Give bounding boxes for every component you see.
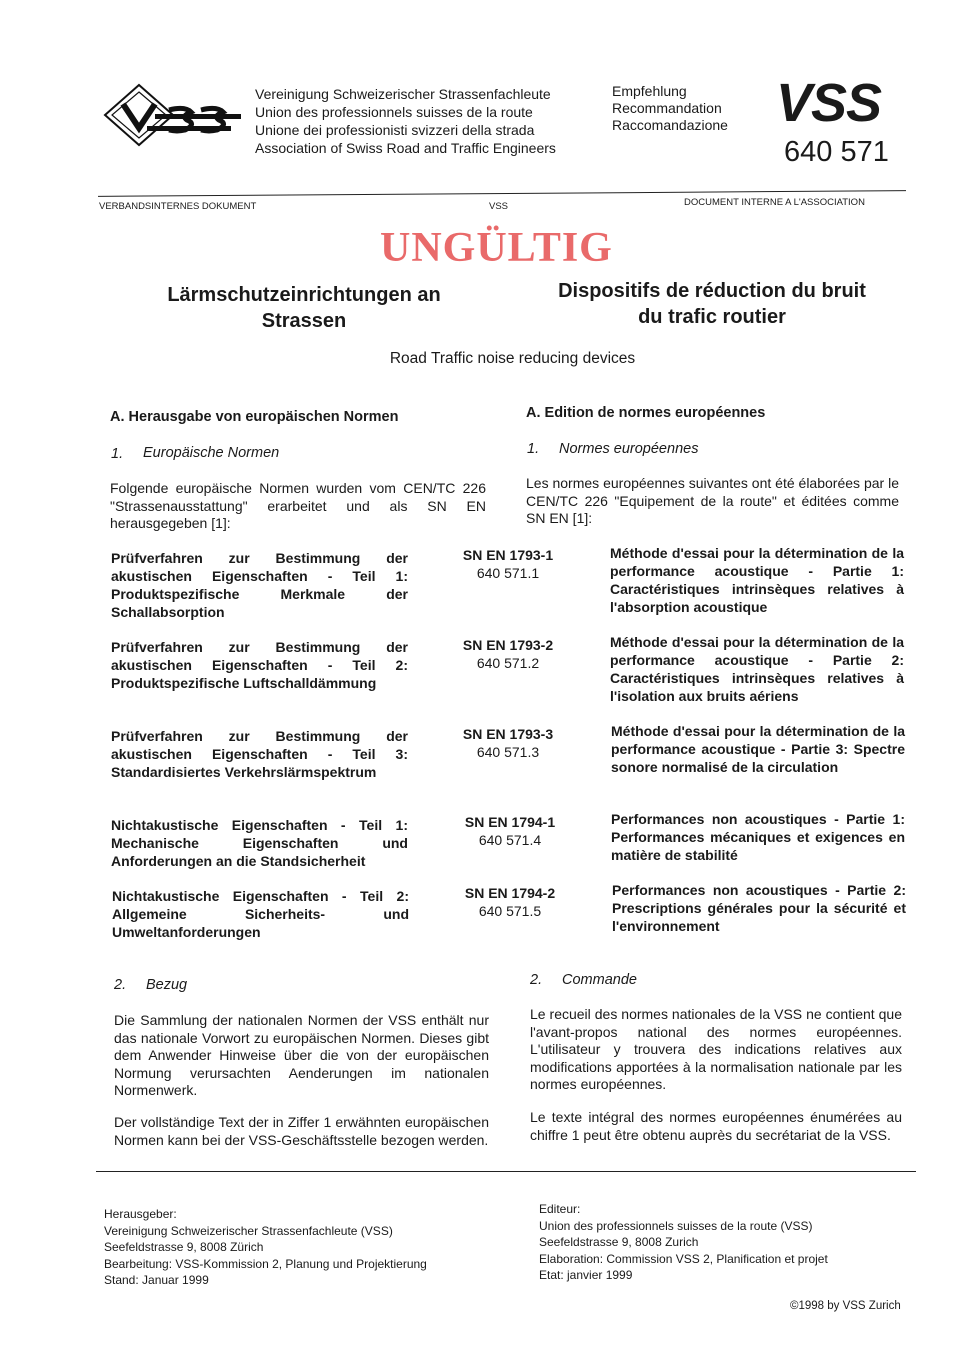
standard-5-ref: SN EN 1794-2 640 571.5	[464, 885, 556, 919]
section-2-p1-fr: Le recueil des normes nationales de la VSS ne contient que l'avant-propos national des normes européennes. L'utilisateur y trouvera des indications relatives aux modifications apportées à la normalisation nationale par les normes européennes.	[530, 1006, 902, 1092]
standard-5-de: Nichtakustische Eigenschaften - Teil 2: Allgemeine Sicherheits- und Umweltanforderungen	[112, 888, 409, 940]
standard-4-fr: Performances non acoustiques - Partie 1: Performances mécaniques et exigences en matière de stabilité	[611, 811, 905, 863]
sub-num-de: 1.	[111, 446, 124, 462]
association-de: Vereinigung Schweizerischer Strassenfachleute	[255, 86, 551, 102]
header-divider	[98, 190, 906, 197]
title-de: Lärmschutzeinrichtungen an Strassen	[167, 284, 441, 332]
standard-1-ref: SN EN 1793-1 640 571.1	[462, 547, 554, 581]
publisher-de: Herausgeber: Vereinigung Schweizerischer Strassenfachleute (VSS) Seefeldstrasse 9, 8008 Zürich Bearbeitung: VSS-Kommission 2, Planung und Projektierung Stand: Januar 1999	[104, 1207, 427, 1287]
standard-2-de: Prüfverfahren zur Bestimmung der akustischen Eigenschaften - Teil 2: Produktspezifische Luftschalldämmung	[111, 639, 408, 691]
recommendation-de: Empfehlung	[612, 83, 687, 99]
standard-2-fr: Méthode d'essai pour la détermination de la performance acoustique - Partie 2: Caractéristiques intrinsèques relatives à l'isolation aux bruits aériens	[610, 634, 904, 704]
internal-label-fr: DOCUMENT INTERNE A L'ASSOCIATION	[684, 197, 865, 208]
association-fr: Union des professionnels suisses de la route	[255, 104, 533, 120]
vss-logo	[103, 82, 243, 148]
section-a-heading-fr: A. Edition de normes européennes	[526, 405, 766, 421]
invalid-stamp: UNGÜLTIG	[380, 225, 613, 271]
standard-3-de: Prüfverfahren zur Bestimmung der akustischen Eigenschaften - Teil 3: Standardisiertes Verkehrslärmspektrum	[111, 728, 408, 780]
section-2-p2-de: Der vollständige Text der in Ziffer 1 erwähnten europäischen Normen kann bei der VSS-Geschäftsstelle bezogen werden.	[114, 1114, 489, 1148]
standard-number: 640 571	[784, 136, 889, 168]
sub-num-fr: 1.	[527, 441, 540, 457]
standard-2-ref: SN EN 1793-2 640 571.2	[462, 637, 554, 671]
section-2-num-fr: 2.	[530, 972, 543, 988]
intro-de: Folgende europäische Normen wurden vom CEN/TC 226 "Strassenausstattung" erarbeitet und als SN EN herausgegeben [1]:	[110, 480, 486, 531]
copyright: ©1998 by VSS Zurich	[790, 1300, 901, 1312]
standard-1-fr: Méthode d'essai pour la détermination de la performance acoustique - Partie 1: Caractéristiques intrinsèques relatives à l'absorption acoustique	[610, 545, 904, 615]
sub-heading-de: Europäische Normen	[143, 445, 280, 461]
section-2-num-de: 2.	[114, 977, 127, 993]
intro-fr: Les normes européennes suivantes ont été élaborées par le CEN/TC 226 "Equipement de la route" et éditées comme SN EN [1]:	[526, 475, 899, 526]
section-2-heading-fr: Commande	[562, 972, 637, 988]
section-2-p2-fr: Le texte intégral des normes européennes énumérées au chiffre 1 peut être obtenu auprès du secrétariat de la VSS.	[530, 1109, 902, 1143]
recommendation-labels	[612, 83, 728, 134]
sub-heading-fr: Normes européennes	[559, 441, 699, 457]
standard-1-de: Prüfverfahren zur Bestimmung der akustischen Eigenschaften - Teil 1: Produktspezifische Merkmale der Schallabsorption	[111, 550, 408, 620]
association-names	[255, 85, 556, 157]
association-en: Association of Swiss Road and Traffic Engineers	[255, 140, 556, 156]
footer-divider	[96, 1171, 916, 1172]
recommendation-fr: Recommandation	[612, 100, 722, 116]
recommendation-it: Raccomandazione	[612, 117, 728, 133]
association-it: Unione dei professionisti svizzeri della strada	[255, 122, 535, 138]
standard-5-fr: Performances non acoustiques - Partie 2: Prescriptions générales pour la sécurité et l'environnement	[612, 882, 906, 934]
standard-3-fr: Méthode d'essai pour la détermination de la performance acoustique - Partie 3: Spectre sonore normalisé de la circulation	[611, 723, 905, 775]
section-2-p1-de: Die Sammlung der nationalen Normen der VSS enthält nur das nationale Vorwort zu europäischen Normen. Dieses gibt dem Anwender Hinweise über die von der europäischen Normung verursachten Aenderungen im nationalen Normenwerk.	[114, 1012, 489, 1098]
brand-mark: VSS	[776, 73, 882, 133]
section-a-heading-de: A. Herausgabe von europäischen Normen	[110, 409, 399, 425]
section-2-heading-de: Bezug	[146, 977, 188, 993]
internal-label-center: VSS	[489, 201, 509, 212]
title-en: Road Traffic noise reducing devices	[389, 350, 636, 367]
title-fr: Dispositifs de réduction du bruit du trafic routier	[558, 280, 866, 328]
standard-4-ref: SN EN 1794-1 640 571.4	[464, 814, 556, 848]
internal-label-de: VERBANDSINTERNES DOKUMENT	[99, 201, 257, 212]
publisher-fr: Editeur: Union des professionnels suisses de la route (VSS) Seefeldstrasse 9, 8008 Zurich Elaboration: Commission VSS 2, Planification et projet Etat: janvier 1999	[539, 1202, 828, 1282]
standard-4-de: Nichtakustische Eigenschaften - Teil 1: Mechanische Eigenschaften und Anforderungen an die Standsicherheit	[111, 817, 408, 869]
standard-3-ref: SN EN 1793-3 640 571.3	[462, 726, 554, 760]
